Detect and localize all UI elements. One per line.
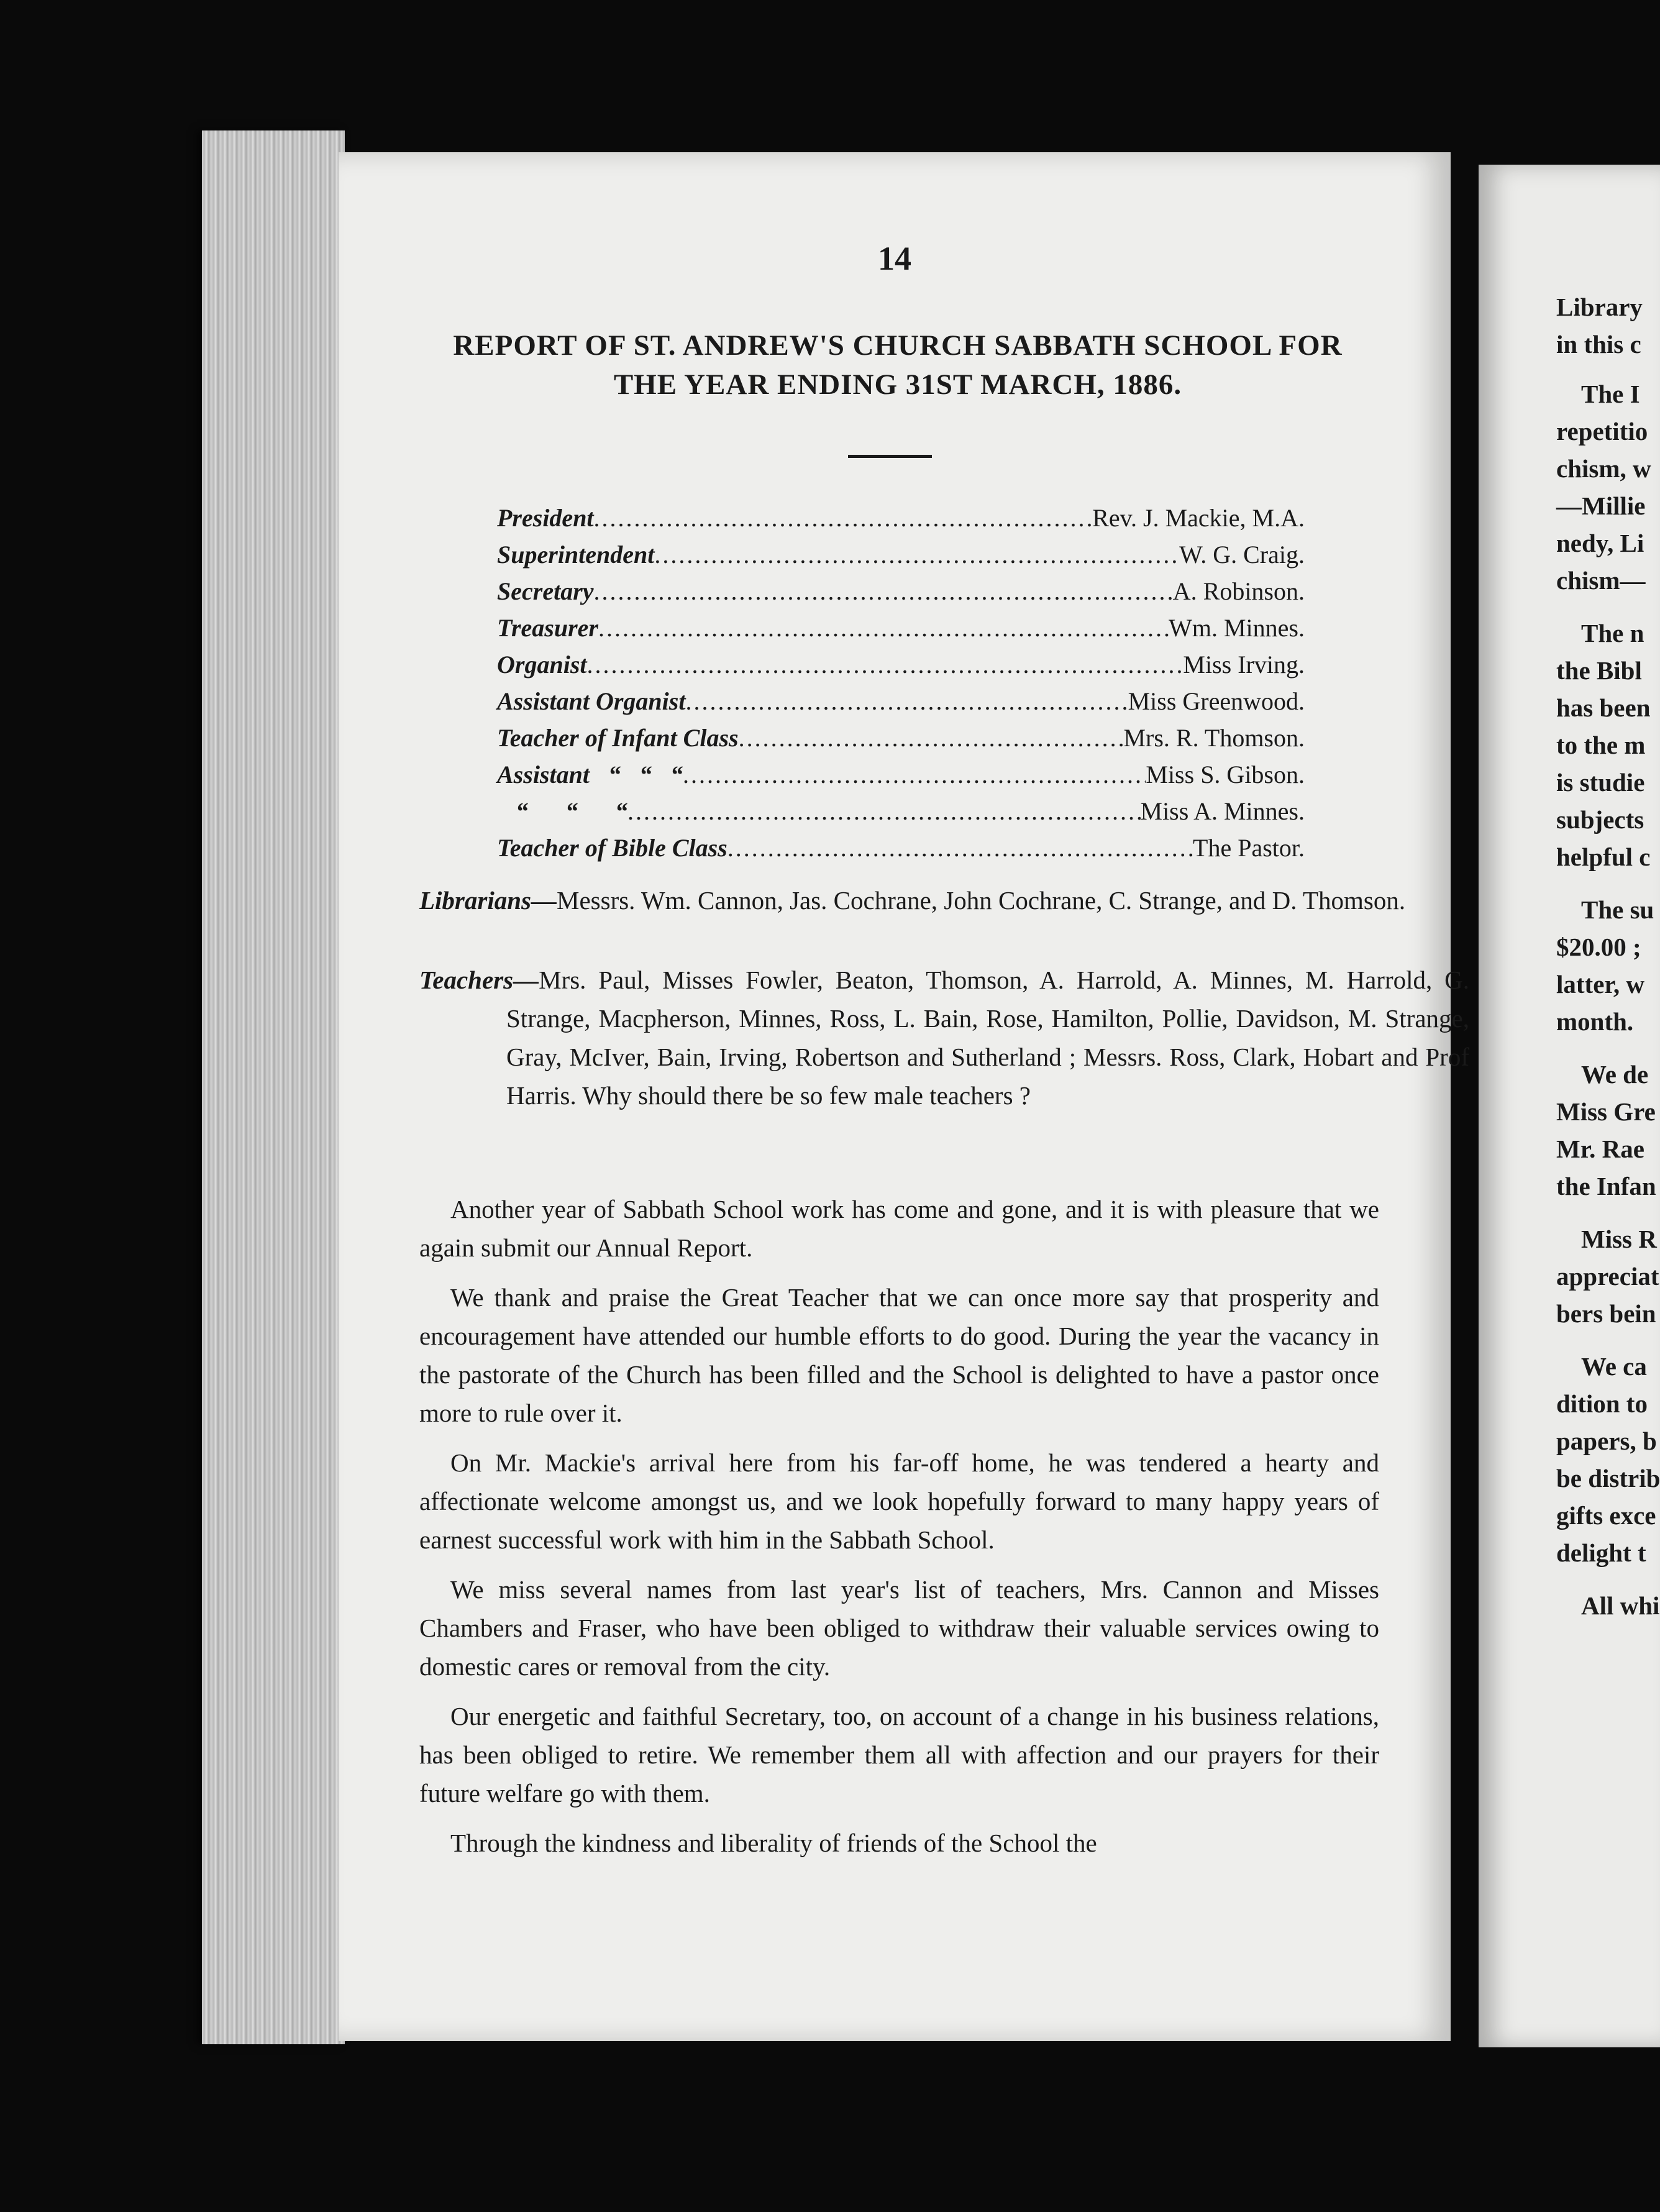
- officer-row: [497, 833, 1305, 870]
- right-page-line: Mr. Rae: [1556, 1135, 1644, 1163]
- right-page-line: The n: [1581, 619, 1644, 647]
- officer-name: A. Robinson.: [1172, 577, 1305, 605]
- dot-leader: [685, 687, 1128, 716]
- body-paragraph: Another year of Sabbath School work has come and gone, and it is with pleasure that we again submit our Annual Report.: [419, 1195, 1379, 1262]
- dot-leader: [594, 577, 1173, 606]
- right-page-line: All whi: [1581, 1591, 1660, 1620]
- right-page-line: appreciat: [1556, 1262, 1659, 1291]
- report-heading: [404, 326, 1392, 405]
- officer-row: [497, 503, 1305, 540]
- officer-row: [497, 613, 1305, 650]
- right-page-line: chism, w: [1556, 454, 1651, 483]
- right-page-line: dition to: [1556, 1389, 1648, 1418]
- right-page-line: the Bibl: [1556, 656, 1642, 685]
- right-page-line: $20.00 ;: [1556, 933, 1641, 961]
- right-page-line: gifts exce: [1556, 1501, 1656, 1530]
- body-paragraph: We miss several names from last year's list of teachers, Mrs. Cannon and Misses Chambers and Fraser, who have been obliged to withdraw their valuable services owing to domestic cares or removal from the city.: [419, 1575, 1379, 1681]
- officer-role: Treasurer: [497, 614, 598, 642]
- officer-name: Rev. J. Mackie, M.A.: [1092, 504, 1305, 532]
- officer-name: Miss A. Minnes.: [1140, 797, 1305, 825]
- officer-row: [497, 650, 1305, 687]
- dot-leader: [727, 833, 1193, 862]
- officer-role: Teacher of Infant Class: [497, 724, 739, 752]
- book-page-edges: [202, 130, 345, 2044]
- right-page-line: delight t: [1556, 1538, 1646, 1567]
- page-number: 14: [878, 240, 911, 277]
- right-page-line: has been: [1556, 693, 1651, 722]
- dot-leader: [654, 540, 1179, 569]
- dot-leader: [627, 797, 1141, 826]
- right-page-line: to the m: [1556, 731, 1646, 759]
- officer-row: [497, 723, 1305, 760]
- officer-row: [497, 797, 1305, 833]
- heading-divider: [848, 455, 932, 458]
- right-page-line: repetitio: [1556, 417, 1648, 446]
- right-page-line: The I: [1581, 380, 1640, 408]
- officer-name: W. G. Craig.: [1179, 541, 1305, 569]
- right-page-line: be distrib: [1556, 1464, 1660, 1492]
- teachers-label: Teachers—: [419, 966, 539, 994]
- librarians-text: Messrs. Wm. Cannon, Jas. Cochrane, John Cochrane, C. Strange, and D. Thomson.: [557, 886, 1406, 915]
- officer-name: Wm. Minnes.: [1169, 614, 1305, 642]
- heading-line-1: REPORT OF ST. ANDREW'S CHURCH SABBATH SCHOOL FOR: [453, 329, 1343, 362]
- body-paragraph: Through the kindness and liberality of friends of the School the: [450, 1829, 1097, 1857]
- right-page-line: Miss Gre: [1556, 1097, 1656, 1126]
- dot-leader: [594, 503, 1093, 532]
- right-page-line: latter, w: [1556, 970, 1644, 999]
- librarians-entry: [419, 881, 1469, 920]
- librarians-label: Librarians—: [419, 886, 557, 915]
- right-page-line: The su: [1581, 895, 1654, 924]
- dot-leader: [598, 613, 1169, 642]
- right-page-line: papers, b: [1556, 1427, 1657, 1455]
- officer-name: The Pastor.: [1193, 834, 1305, 862]
- body-paragraph: Our energetic and faithful Secretary, too, on account of a change in his business relations, has been obliged to retire. We remember them all with affection and our prayers for their future welfare go with them.: [419, 1702, 1379, 1808]
- right-page-line: in this c: [1556, 330, 1641, 359]
- teachers-text: Mrs. Paul, Misses Fowler, Beaton, Thomson, A. Harrold, A. Minnes, M. Harrold, G. Strange, Macpherson, Minnes, Ross, L. Bain, Rose, Hamilton, Pollie, Davidson, M. Strange, Gray, McIver, Bain, Irving, Robertson and Sutherland ; Messrs. Ross, Clark, Hobart and Prof Harris. Why should there be so few male teachers ?: [506, 966, 1469, 1110]
- right-page-line: chism—: [1556, 566, 1646, 595]
- right-page-line: the Infan: [1556, 1172, 1656, 1200]
- right-page-line: month.: [1556, 1007, 1634, 1036]
- dot-leader: [739, 723, 1124, 752]
- officer-row: [497, 540, 1305, 577]
- officer-role: Secretary: [497, 577, 594, 605]
- right-page-line: is studie: [1556, 768, 1645, 797]
- officer-role: Assistant “ “ “: [497, 761, 683, 788]
- officer-role: Superintendent: [497, 541, 655, 569]
- officer-name: Miss Irving.: [1183, 651, 1305, 679]
- report-body: [419, 1190, 1379, 1873]
- officer-name: Mrs. R. Thomson.: [1123, 724, 1305, 752]
- teachers-entry: [419, 961, 1469, 1115]
- body-paragraph: We thank and praise the Great Teacher that we can once more say that prosperity and encouragement have attended our humble efforts to do good. During the year the vacancy in the pastorate of the Church has been filled and the School is delighted to have a pastor once more to rule over it.: [419, 1283, 1379, 1427]
- right-page-line: bers bein: [1556, 1299, 1656, 1328]
- dot-leader: [587, 650, 1183, 679]
- body-paragraph: On Mr. Mackie's arrival here from his far-off home, he was tendered a hearty and affectionate welcome amongst us, and we look hopefully forward to many happy years of earnest successful work with him in the Sabbath School.: [419, 1448, 1379, 1554]
- right-page-line: subjects: [1556, 805, 1644, 834]
- dot-leader: [683, 760, 1146, 789]
- right-page-line: —Millie: [1556, 491, 1646, 520]
- right-page-line: nedy, Li: [1556, 529, 1644, 557]
- officer-row: [497, 577, 1305, 613]
- right-page-line: We ca: [1581, 1352, 1647, 1381]
- officer-name: Miss Greenwood.: [1128, 687, 1305, 715]
- right-page-line: helpful c: [1556, 843, 1651, 871]
- officer-role: Organist: [497, 651, 587, 679]
- officer-role: Teacher of Bible Class: [497, 834, 727, 862]
- right-page: [1479, 165, 1660, 2047]
- officer-name: Miss S. Gibson.: [1146, 761, 1305, 788]
- right-page-line: Library: [1556, 293, 1643, 321]
- officer-role: Assistant Organist: [497, 687, 686, 715]
- right-page-line: We de: [1581, 1060, 1649, 1089]
- officer-row: [497, 687, 1305, 723]
- officer-row: [497, 760, 1305, 797]
- officers-list: [497, 503, 1305, 870]
- officer-role: “ “ “: [497, 797, 627, 825]
- officer-role: President: [497, 504, 594, 532]
- heading-line-2: THE YEAR ENDING 31ST MARCH, 1886.: [613, 368, 1182, 401]
- right-page-line: Miss R: [1581, 1225, 1657, 1253]
